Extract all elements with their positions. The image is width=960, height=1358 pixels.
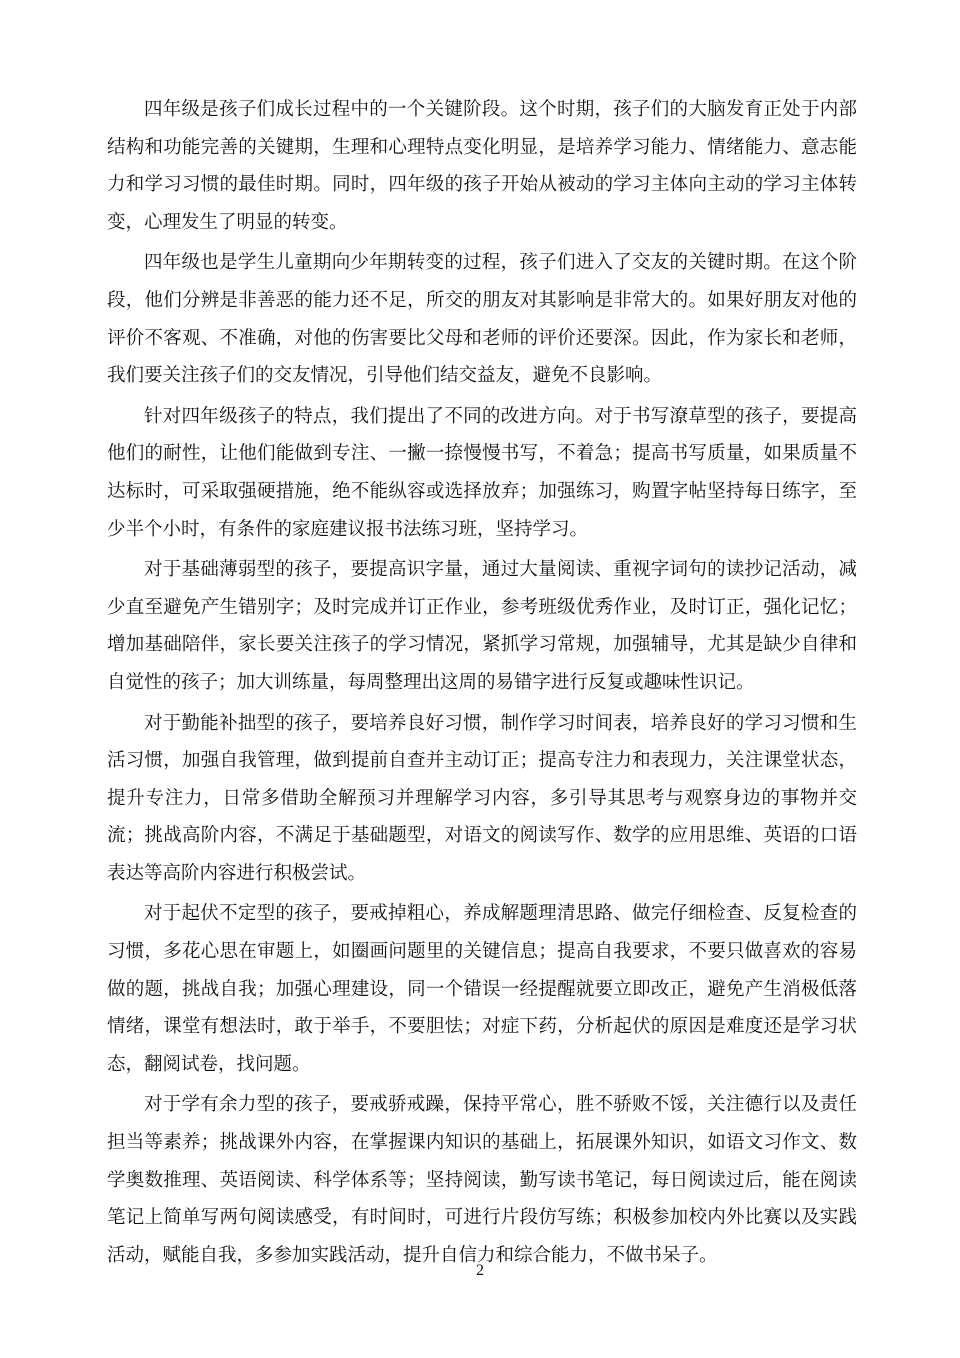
paragraph-5: 对于勤能补拙型的孩子，要培养良好习惯，制作学习时间表，培养良好的学习习惯和生活习惯，加强自我管理，做到提前自查并主动订正；提高专注力和表现力，关注课堂状态，提升专注力，日常多借助全解预习并理解学习内容，多引导其思考与观察身边的事物并交流；挑战高阶内容，不满足于基础题型，对语文的阅读写作、数学的应用思维、英语的口语表达等高阶内容进行积极尝试。 [107,712,857,884]
paragraph-1: 四年级是孩子们成长过程中的一个关键阶段。这个时期，孩子们的大脑发育正处于内部结构和功能完善的关键期，生理和心理特点变化明显，是培养学习能力、情绪能力、意志能力和学习习惯的最佳时期。同时，四年级的孩子开始从被动的学习主体向主动的学习主体转变，心理发生了明显的转变。 [107,99,857,233]
paragraph-7: 对于学有余力型的孩子，要戒骄戒躁，保持平常心，胜不骄败不馁，关注德行以及责任担当等素养；挑战课外内容，在掌握课内知识的基础上，拓展课外知识，如语文习作文、数学奥数推理、英语阅读、科学体系等；坚持阅读，勤写读书笔记，每日阅读过后，能在阅读笔记上简单写两句阅读感受，有时间时，可进行片段仿写练；积极参加校内外比赛以及实践活动，赋能自我，多参加实践活动，提升自信力和综合能力，不做书呆子。 [107,1094,857,1266]
paragraph-4: 对于基础薄弱型的孩子，要提高识字量，通过大量阅读、重视字词句的读抄记活动，减少直至避免产生错别字；及时完成并订正作业，参考班级优秀作业，及时订正，强化记忆；增加基础陪伴，家长要关注孩子的学习情况，紧抓学习常规，加强辅导，尤其是缺少自律和自觉性的孩子；加大训练量，每周整理出这周的易错字进行反复或趣味性识记。 [107,559,857,693]
document-body [107,91,857,1277]
page-number: 2 [476,1262,484,1279]
paragraph-3: 针对四年级孩子的特点，我们提出了不同的改进方向。对于书写潦草型的孩子，要提高他们的耐性，让他们能做到专注、一撇一捺慢慢书写，不着急；提高书写质量，如果质量不达标时，可采取强硬措施，绝不能纵容或选择放弃；加强练习，购置字帖坚持每日练字，至少半个小时，有条件的家庭建议报书法练习班，坚持学习。 [107,405,857,540]
paragraph-2: 四年级也是学生儿童期向少年期转变的过程，孩子们进入了交友的关键时期。在这个阶段，他们分辨是非善恶的能力还不足，所交的朋友对其影响是非常大的。如果好朋友对他的评价不客观、不准确，对他的伤害要比父母和老师的评价还要深。因此，作为家长和老师，我们要关注孩子们的交友情况，引导他们结交益友，避免不良影响。 [107,252,857,387]
paragraph-6: 对于起伏不定型的孩子，要戒掉粗心，养成解题理清思路、做完仔细检查、反复检查的习惯，多花心思在审题上，如圈画问题里的关键信息；提高自我要求，不要只做喜欢的容易做的题，挑战自我；加强心理建设，同一个错误一经提醒就要立即改正，避免产生消极低落情绪，课堂有想法时，敢于举手，不要胆怯；对症下药，分析起伏的原因是难度还是学习状态，翻阅试卷，找问题。 [107,903,857,1075]
